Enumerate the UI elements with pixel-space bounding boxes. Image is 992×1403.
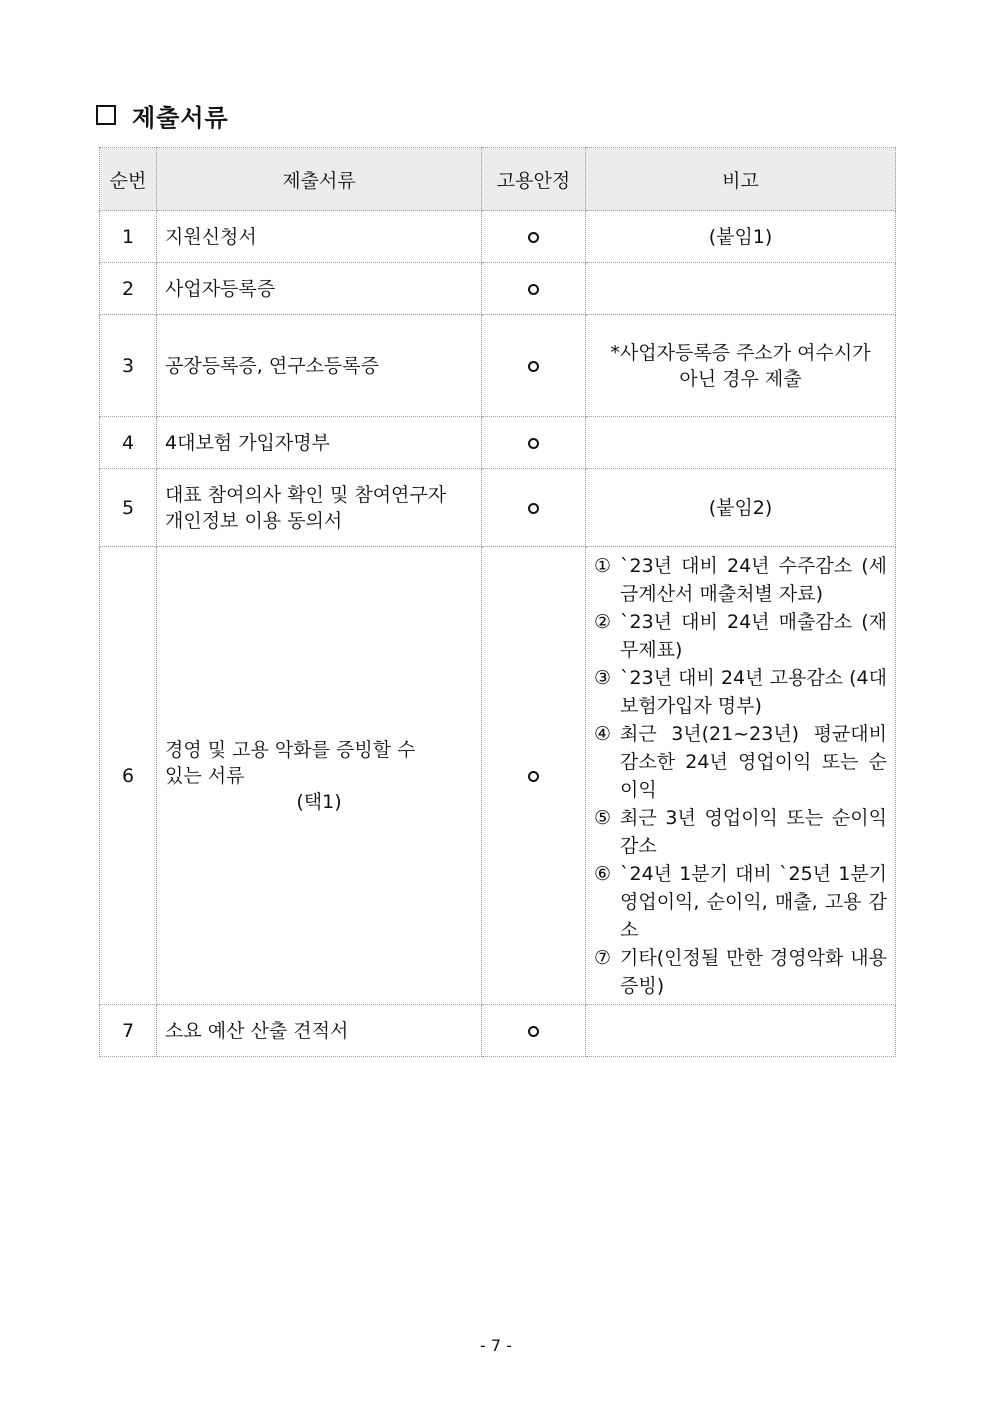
list-item: ② `23년 대비 24년 매출감소 (재무제표) <box>594 610 887 661</box>
evidence-list <box>594 548 887 1004</box>
note-cell <box>586 547 896 1005</box>
document-name: 대표 참여의사 확인 및 참여연구자 개인정보 이용 동의서 <box>157 469 482 547</box>
row-number: 7 <box>100 1005 157 1057</box>
note-cell: *사업자등록증 주소가 여수시가 아닌 경우 제출 <box>586 315 896 417</box>
checkbox-square-icon <box>96 105 116 125</box>
document-name: 경영 및 고용 악화를 증빙할 수 있는 서류 (택1) <box>157 547 482 1005</box>
header-note: 비고 <box>586 148 896 211</box>
row-number: 5 <box>100 469 157 547</box>
circle-mark-icon <box>528 361 539 372</box>
employment-check <box>482 417 586 469</box>
document-name: 사업자등록증 <box>157 263 482 315</box>
note-cell: (붙임1) <box>586 211 896 263</box>
list-item: ⑤ 최근 3년 영업이익 또는 순이익 감소 <box>594 806 887 857</box>
circle-mark-icon <box>528 232 539 243</box>
note-cell <box>586 417 896 469</box>
note-cell <box>586 1005 896 1057</box>
list-item: ④ 최근 3년(21~23년) 평균대비 감소한 24년 영업이익 또는 순이익 <box>594 722 887 801</box>
section-heading <box>96 98 229 132</box>
table-row <box>100 263 896 315</box>
header-employment: 고용안정 <box>482 148 586 211</box>
row-number: 6 <box>100 547 157 1005</box>
row-number: 4 <box>100 417 157 469</box>
table-row <box>100 547 896 1005</box>
table-row <box>100 417 896 469</box>
header-document: 제출서류 <box>157 148 482 211</box>
circle-mark-icon <box>528 771 539 782</box>
table-row <box>100 315 896 417</box>
list-item: ⑦ 기타(인정될 만한 경영악화 내용 증빙) <box>594 946 887 997</box>
table-row <box>100 1005 896 1057</box>
table-row <box>100 211 896 263</box>
document-name: 소요 예산 산출 견적서 <box>157 1005 482 1057</box>
row-number: 2 <box>100 263 157 315</box>
page-number: - 7 - <box>480 1336 512 1355</box>
submission-documents-table <box>99 147 896 1057</box>
list-item: ③ `23년 대비 24년 고용감소 (4대보험가입자 명부) <box>594 666 887 717</box>
employment-check <box>482 469 586 547</box>
document-name: 4대보험 가입자명부 <box>157 417 482 469</box>
employment-check <box>482 263 586 315</box>
list-item: ① `23년 대비 24년 수주감소 (세금계산서 매출처별 자료) <box>594 554 887 605</box>
employment-check <box>482 315 586 417</box>
note-cell <box>586 263 896 315</box>
note-cell: (붙임2) <box>586 469 896 547</box>
circle-mark-icon <box>528 438 539 449</box>
employment-check <box>482 547 586 1005</box>
document-name: 지원신청서 <box>157 211 482 263</box>
row-number: 1 <box>100 211 157 263</box>
list-item: ⑥ `24년 1분기 대비 `25년 1분기 영업이익, 순이익, 매출, 고용 감소 <box>594 862 887 941</box>
section-title: 제출서류 <box>132 103 229 132</box>
circle-mark-icon <box>528 1026 539 1037</box>
document-name: 공장등록증, 연구소등록증 <box>157 315 482 417</box>
circle-mark-icon <box>528 284 539 295</box>
circle-mark-icon <box>528 503 539 514</box>
employment-check <box>482 1005 586 1057</box>
row-number: 3 <box>100 315 157 417</box>
employment-check <box>482 211 586 263</box>
table-row <box>100 469 896 547</box>
table-header-row <box>100 148 896 211</box>
header-num: 순번 <box>100 148 157 211</box>
